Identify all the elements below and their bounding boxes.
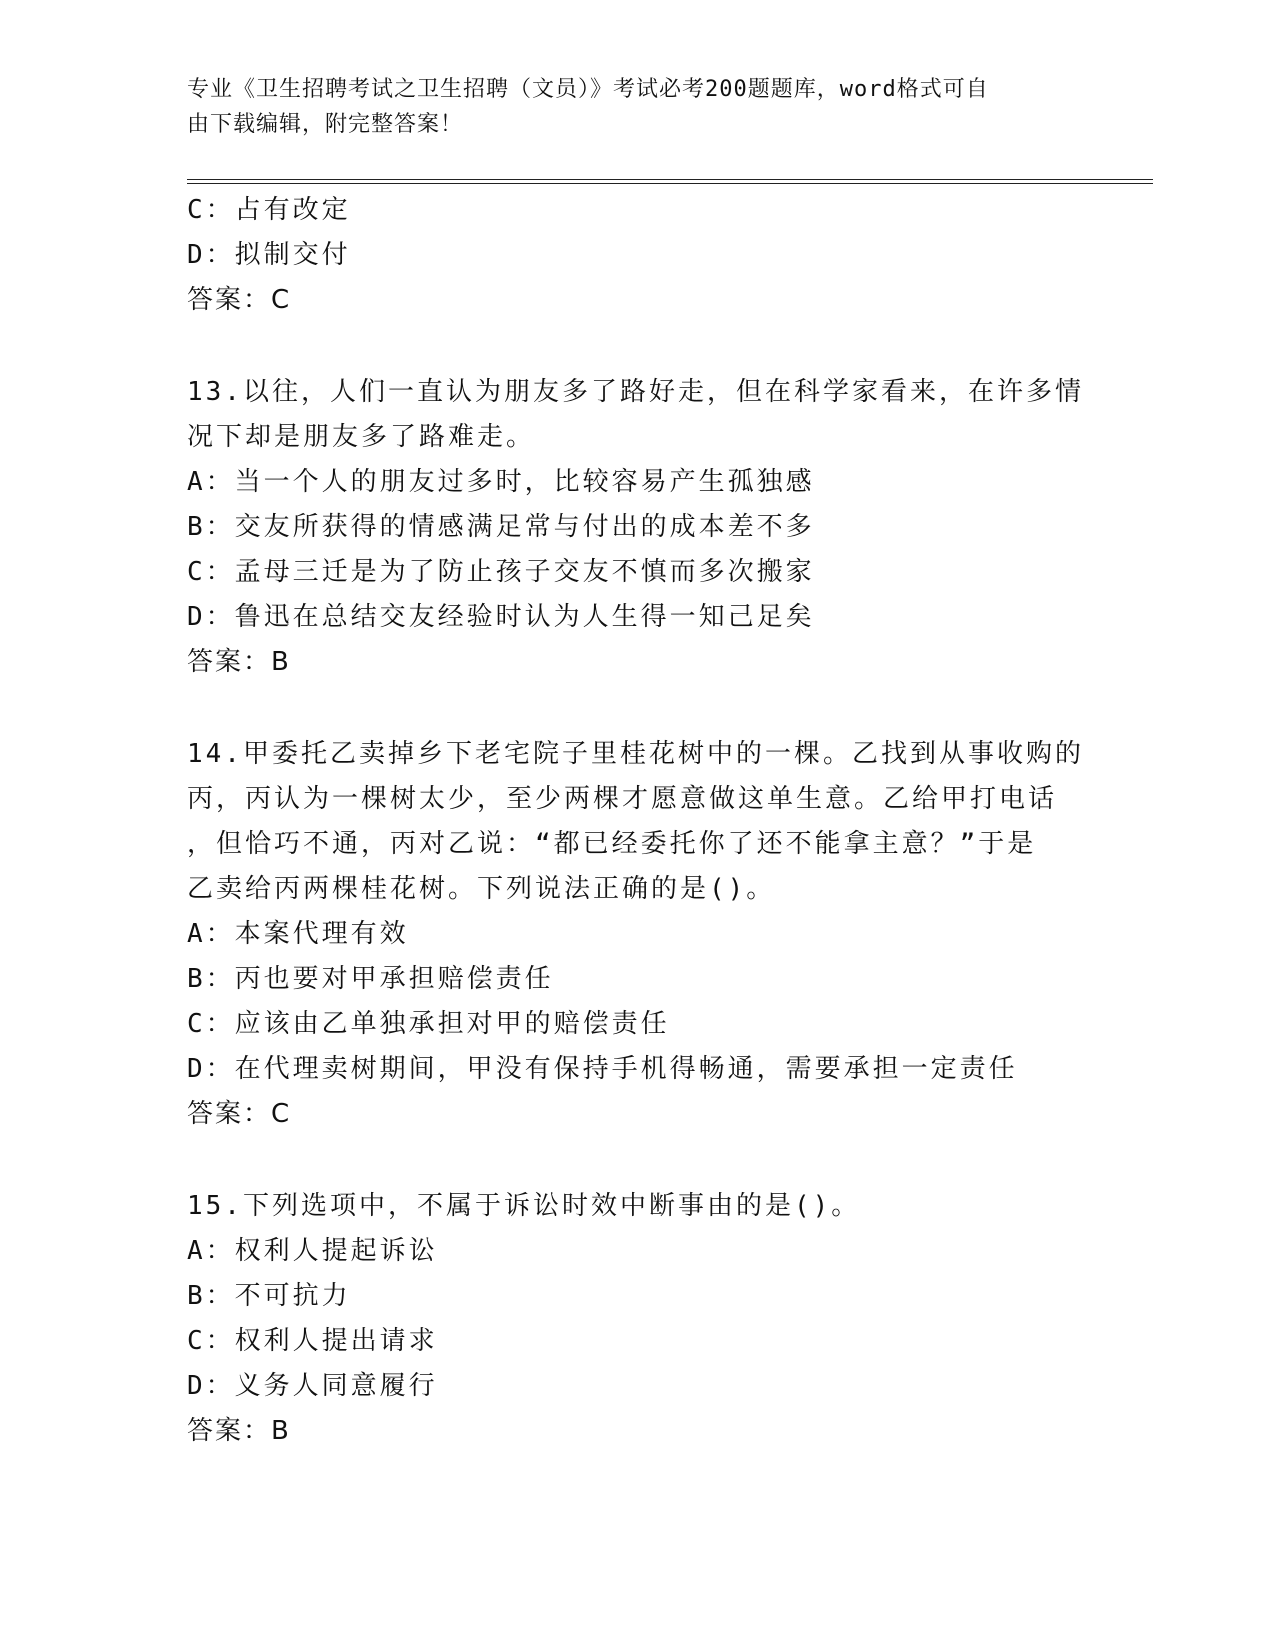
question-stem: 况下却是朋友多了路难走。 bbox=[187, 422, 536, 452]
option-d: D：义务人同意履行 bbox=[187, 1371, 438, 1401]
question-12-tail bbox=[187, 188, 1087, 323]
question-spacer bbox=[187, 323, 1087, 370]
question-stem: 14.甲委托乙卖掉乡下老宅院子里桂花树中的一棵。乙找到从事收购的 bbox=[187, 739, 1084, 769]
question-stem: 丙，丙认为一棵树太少，至少两棵才愿意做这单生意。乙给甲打电话 bbox=[187, 784, 1058, 814]
option-b: B：丙也要对甲承担赔偿责任 bbox=[187, 964, 554, 994]
question-spacer bbox=[187, 685, 1087, 732]
answer-label: 答案：C bbox=[187, 1099, 292, 1129]
option-a: A：当一个人的朋友过多时，比较容易产生孤独感 bbox=[187, 467, 815, 497]
question-spacer bbox=[187, 1137, 1087, 1184]
header-line-2: 由下载编辑，附完整答案！ bbox=[187, 112, 464, 137]
answer-label: 答案：B bbox=[187, 647, 291, 677]
question-stem: ，但恰巧不通，丙对乙说：“都已经委托你了还不能拿主意？”于是 bbox=[187, 829, 1037, 859]
option-c: C：孟母三迁是为了防止孩子交友不慎而多次搬家 bbox=[187, 557, 815, 587]
option-b: B：交友所获得的情感满足常与付出的成本差不多 bbox=[187, 512, 815, 542]
question-list bbox=[187, 188, 1087, 1454]
question-stem: 15.下列选项中，不属于诉讼时效中断事由的是()。 bbox=[187, 1191, 861, 1221]
question-14 bbox=[187, 732, 1087, 1137]
question-13 bbox=[187, 370, 1087, 685]
option-d: D：鲁迅在总结交友经验时认为人生得一知己足矣 bbox=[187, 602, 815, 632]
header-divider-top bbox=[187, 179, 1153, 180]
option-c: C：占有改定 bbox=[187, 195, 351, 225]
header-line-1: 专业《卫生招聘考试之卫生招聘（文员）》考试必考200题题库，word格式可自 bbox=[187, 77, 989, 102]
question-stem: 13.以往，人们一直认为朋友多了路好走，但在科学家看来，在许多情 bbox=[187, 377, 1084, 407]
option-a: A：权利人提起诉讼 bbox=[187, 1236, 438, 1266]
option-a: A：本案代理有效 bbox=[187, 919, 409, 949]
option-c: C：应该由乙单独承担对甲的赔偿责任 bbox=[187, 1009, 670, 1039]
document-header bbox=[187, 72, 1067, 142]
option-d: D：在代理卖树期间，甲没有保持手机得畅通，需要承担一定责任 bbox=[187, 1054, 1018, 1084]
question-15 bbox=[187, 1184, 1087, 1454]
answer-label: 答案：C bbox=[187, 285, 292, 315]
answer-label: 答案：B bbox=[187, 1416, 291, 1446]
question-stem: 乙卖给丙两棵桂花树。下列说法正确的是()。 bbox=[187, 874, 776, 904]
header-divider-bottom bbox=[187, 183, 1153, 184]
option-d: D：拟制交付 bbox=[187, 240, 351, 270]
option-b: B：不可抗力 bbox=[187, 1281, 351, 1311]
option-c: C：权利人提出请求 bbox=[187, 1326, 438, 1356]
